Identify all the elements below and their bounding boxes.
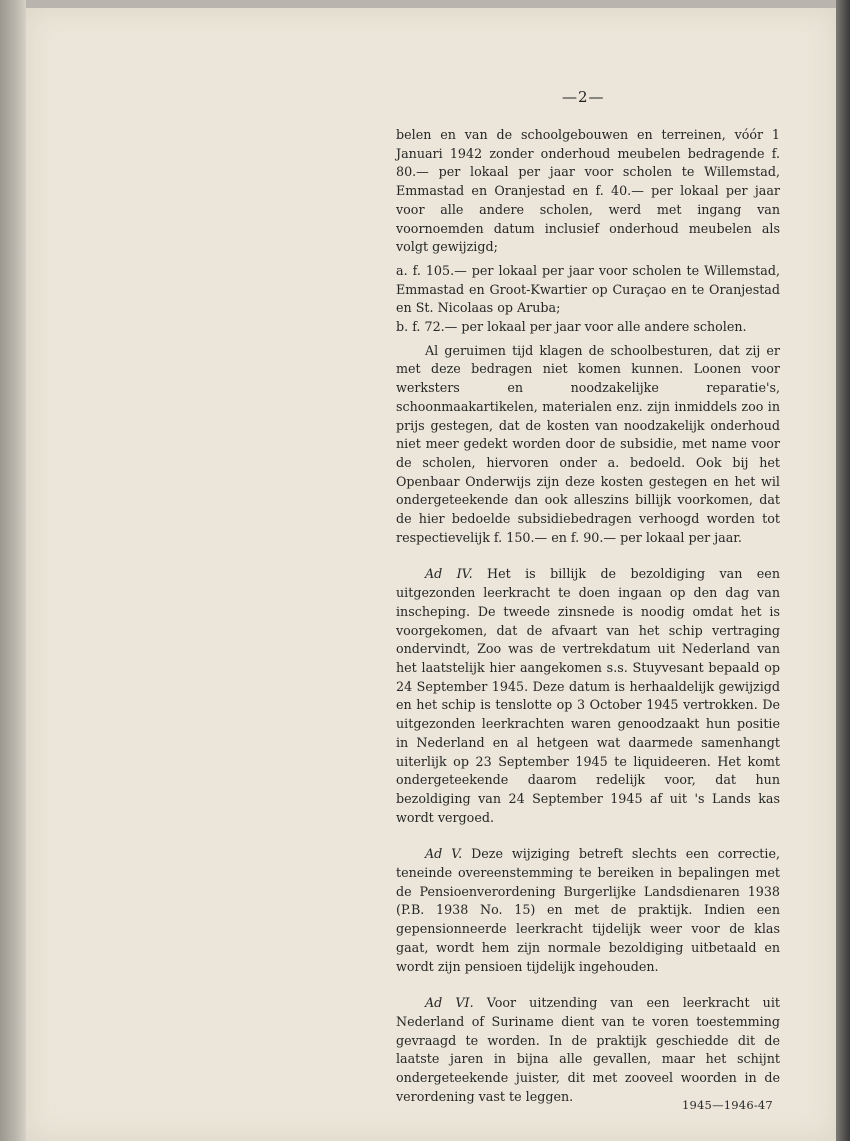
paragraph-ad-v [396, 845, 780, 976]
document-reference: 1945—1946-47 [682, 1098, 773, 1112]
ad-iv-label: Ad IV. [425, 566, 473, 582]
ad-vi-text: Voor uitzending van een leerkracht uit Nederland of Suriname dient van te voren toestemming gevraagd te worden. In de praktijk geschiedde dit de laatste jaren in bijna alle gevallen, maar het schijnt ondergeteekende juister, dit met zooveel woorden in de verordening vast te leggen. [396, 995, 781, 1104]
list-item-a: a. f. 105.— per lokaal per jaar voor scholen te Willemstad, Emmastad en Groot-Kwartier op Curaçao en te Oranjestad en St. Nicolaas op Aruba; [396, 262, 780, 316]
ad-v-text: Deze wijziging betreft slechts een correctie, teneinde overeenstemming te bereiken in bepalingen met de Pensioenverordening Burgerlijke Landsdienaren 1938 (P.B. 1938 No. 15) en met de praktijk. Indien een gepensionneerde leerkracht tijdelijk weer voor de klas gaat, wordt hem zijn normale bezoldiging uitbetaald en wordt zijn pensioen tijdelijk ingehouden. [396, 846, 780, 974]
paragraph-ad-vi [396, 994, 780, 1106]
paragraph-complaints: Al geruimen tijd klagen de schoolbesturen, dat zij er met deze bedragen niet komen kunnen. Loonen voor werksters en noodzakelijke reparatie's, schoonmaakartikelen, materialen enz. zijn inmiddels zoo in prijs gestegen, dat de kosten van noodzakelijk onderhoud niet meer gedekt worden door de subsidie, met name voor de scholen, hiervoren onder a. bedoeld. Ook bij het Openbaar Onderwijs zijn deze kosten gestegen en het wil ondergeteekende dan ook alleszins billijk voorkomen, dat de hier bedoelde subsidiebedragen verhoogd worden tot respectievelijk f. 150.— en f. 90.— per lokaal per jaar. [396, 342, 780, 545]
ad-v-label: Ad V. [425, 846, 463, 862]
ad-iv-text: Het is billijk de bezoldiging van een uitgezonden leerkracht te doen ingaan op den dag van inscheping. De tweede zinsnede is noodig omdat het is voorgekomen, dat de afvaart van het schip vertraging ondervindt, Zoo was de vertrekdatum uit Nederland van het laatstelijk hier aangekomen s.s. Stuyvesant bepaald op 24 September 1945. Deze datum is herhaaldelijk gewijzigd en het schip is tenslotte op 3 October 1945 vertrokken. De uitgezonden leerkrachten waren genoodzaakt hun positie in Nederland en al hetgeen wat daarmede samenhangt uiterlijk op 23 September 1945 te liquideeren. Het komt ondergeteekende daarom redelijk voor, dat hun bezoldiging van 24 September 1945 af uit 's Lands kas wordt vergoed. [396, 566, 780, 825]
scan-right-edge [836, 0, 850, 1141]
body-text [396, 126, 780, 1106]
ad-vi-label: Ad VI. [425, 995, 474, 1011]
list-item-b: b. f. 72.— per lokaal per jaar voor alle andere scholen. [396, 319, 747, 335]
scan-left-edge [0, 0, 26, 1141]
page-number: —2— [562, 88, 605, 106]
paragraph-ad-iv [396, 565, 780, 827]
paragraph-subsidy-intro: belen en van de schoolgebouwen en terreinen, vóór 1 Januari 1942 zonder onderhoud meubelen bedragende f. 80.— per lokaal per jaar voor scholen te Willemstad, Emmastad en Oranjestad en f. 40.— per lokaal per jaar voor alle andere scholen, werd met ingang van voornoemden datum inclusief onderhoud meubelen als volgt gewijzigd; [396, 127, 780, 255]
